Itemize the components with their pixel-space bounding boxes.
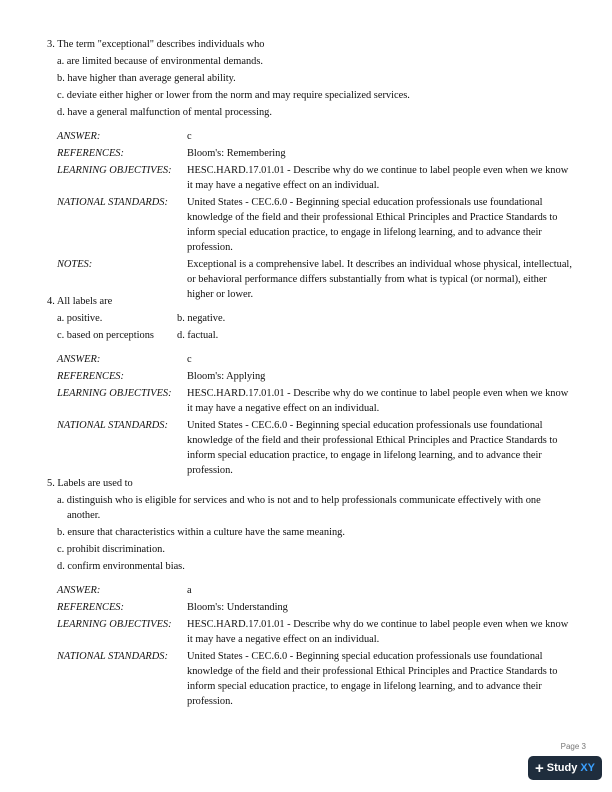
option-d: d. have a general malfunction of mental processing. — [57, 107, 272, 118]
answer-value: c — [187, 131, 192, 142]
option-c: c. prohibit discrimination. — [57, 544, 165, 555]
references-key: REFERENCES: — [57, 371, 124, 382]
national-standards-key: NATIONAL STANDARDS: — [57, 420, 168, 431]
option-b: b. have higher than average general ability. — [57, 73, 236, 84]
learning-objectives-key: LEARNING OBJECTIVES: — [57, 388, 172, 399]
national-standards-key: NATIONAL STANDARDS: — [57, 651, 168, 662]
learning-objectives-value: HESC.HARD.17.01.01 - Describe why do we continue to label people even when we know it may have a negative effect on an individual. — [187, 619, 569, 645]
answer-metadata — [57, 352, 572, 478]
national-standards-value: United States - CEC.6.0 - Beginning special education professionals use foundational knowledge of the field and their professional Ethical Principles and Practice Standards to inform special education practice, to engage in lifelong learning, and to advance their profession. — [187, 197, 558, 253]
references-key: REFERENCES: — [57, 602, 124, 613]
question-stem: 3. The term "exceptional" describes individuals who — [47, 39, 265, 50]
brand-xy: XY — [580, 761, 595, 774]
answer-value: a — [187, 585, 192, 596]
plus-icon: + — [534, 759, 544, 777]
learning-objectives-value: HESC.HARD.17.01.01 - Describe why do we continue to label people even when we know it may have a negative effect on an individual. — [187, 388, 569, 414]
page-number: Page 3 — [560, 742, 586, 751]
option-d: d. confirm environmental bias. — [57, 561, 185, 572]
brand-study: Study — [546, 761, 578, 774]
question-3 — [47, 37, 572, 302]
answer-metadata — [57, 583, 572, 709]
question-5 — [47, 476, 572, 709]
answer-metadata — [57, 129, 572, 302]
question-stem: 5. Labels are used to — [47, 478, 133, 489]
references-value: Bloom's: Remembering — [187, 148, 286, 159]
option-row — [57, 328, 572, 343]
option-c: c. based on perceptions — [57, 330, 154, 341]
question-stem: 4. All labels are — [47, 296, 113, 307]
answer-key: ANSWER: — [57, 585, 101, 596]
answer-value: c — [187, 354, 192, 365]
option-row — [57, 311, 572, 326]
national-standards-value: United States - CEC.6.0 - Beginning special education professionals use foundational knowledge of the field and their professional Ethical Principles and Practice Standards to inform special education practice, to engage in lifelong learning, and to advance their profession. — [187, 651, 558, 707]
question-4 — [47, 294, 572, 478]
option-a: a. are limited because of environmental demands. — [57, 56, 264, 67]
learning-objectives-key: LEARNING OBJECTIVES: — [57, 619, 172, 630]
studyxy-badge[interactable] — [528, 756, 602, 780]
option-d: d. factual. — [177, 330, 219, 341]
references-key: REFERENCES: — [57, 148, 124, 159]
national-standards-key: NATIONAL STANDARDS: — [57, 197, 168, 208]
references-value: Bloom's: Understanding — [187, 602, 288, 613]
option-a: a. positive. — [57, 313, 103, 324]
answer-key: ANSWER: — [57, 354, 101, 365]
option-a: a. distinguish who is eligible for services and who is not and to help professionals communicate effectively with one another. — [57, 495, 541, 521]
references-value: Bloom's: Applying — [187, 371, 266, 382]
answer-key: ANSWER: — [57, 131, 101, 142]
notes-key: NOTES: — [57, 259, 93, 270]
learning-objectives-value: HESC.HARD.17.01.01 - Describe why do we continue to label people even when we know it may have a negative effect on an individual. — [187, 165, 569, 191]
learning-objectives-key: LEARNING OBJECTIVES: — [57, 165, 172, 176]
option-b: b. ensure that characteristics within a culture have the same meaning. — [57, 527, 345, 538]
option-c: c. deviate either higher or lower from the norm and may require specialized services. — [57, 90, 410, 101]
option-b: b. negative. — [177, 313, 226, 324]
national-standards-value: United States - CEC.6.0 - Beginning special education professionals use foundational knowledge of the field and their professional Ethical Principles and Practice Standards to inform special education practice, to engage in lifelong learning, and to advance their profession. — [187, 420, 558, 476]
notes-value: Exceptional is a comprehensive label. It describes an individual whose physical, intellectual, or behavioral performance differs substantially from what is typical (or normal), either higher or lower. — [187, 259, 572, 300]
